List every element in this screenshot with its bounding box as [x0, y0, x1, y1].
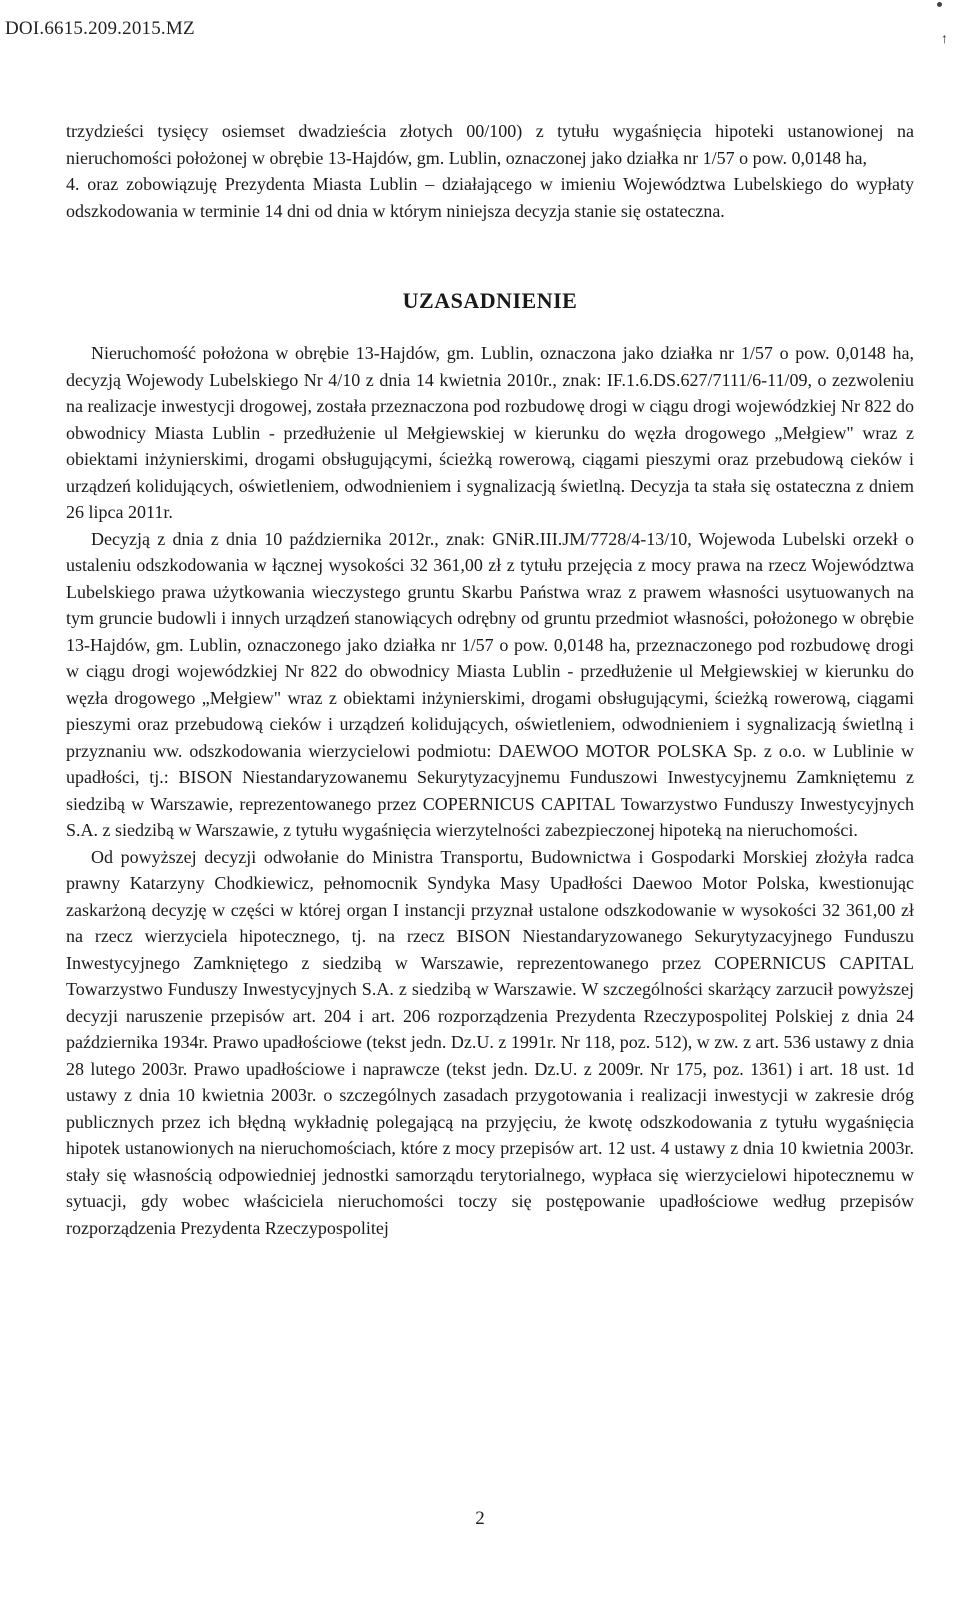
paragraph-justification-3: Od powyższej decyzji odwołanie do Ministra Transportu, Budownictwa i Gospodarki Morskiej złożyła radca prawny Katarzyny Chodkiewicz, pełnomocnik Syndyka Masy Upadłości Daewoo Motor Polska, kwestionując zaskarżoną decyzję w części w której organ I instancji przyznał ustalone odszkodowanie w wysokości 32 361,00 zł na rzecz wierzyciela hipotecznego, tj. na rzecz BISON Niestandaryzowanego Sekurytyzacyjnego Funduszu Inwestycyjnego Zamkniętego z siedzibą w Warszawie, reprezentowanego przez COPERNICUS CAPITAL Towarzystwo Funduszy Inwestycyjnych S.A. z siedzibą w Warszawie. W szczególności skarżący zarzucił powyższej decyzji naruszenie przepisów art. 204 i art. 206 rozporządzenia Prezydenta Rzeczypospolitej Polskiej z dnia 24 października 1934r. Prawo upadłościowe (tekst jedn. Dz.U. z 1991r. Nr 118, poz. 512), w zw. z art. 536 ustawy z dnia 28 lutego 2003r. Prawo upadłościowe i naprawcze (tekst jedn. Dz.U. z 2009r. Nr 175, poz. 1361) i art. 18 ust. 1d ustawy z dnia 10 kwietnia 2003r. o szczególnych zasadach przygotowania i realizacji inwestycji w zakresie dróg publicznych przez ich błędną wykładnię polegającą na przyjęciu, że kwotę odszkodowania z tytułu wygaśnięcia hipotek ustanowionych na nieruchomościach, które z mocy przepisów art. 12 ust. 4 ustawy z dnia 10 kwietnia 2003r. stały się własnością odpowiedniej jednostki samorządu terytorialnego, wypłaca się wierzycielowi hipotecznemu w sytuacji, gdy wobec właściciela nieruchomości toczy się postępowanie upadłościowe według przepisów rozporządzenia Prezydenta Rzeczypospolitej: [66, 846, 914, 1238]
paragraph-justification-1: Nieruchomość położona w obrębie 13-Hajdów, gm. Lublin, oznaczona jako działka nr 1/57 o pow. 0,0148 ha, decyzją Wojewody Lubelskiego Nr 4/10 z dnia 14 kwietnia 2010r., znak: IF.1.6.DS.627/7111/6-11/09, o zezwoleniu na realizacje inwestycji drogowej, została przeznaczona pod rozbudowę drogi w ciągu drogi wojewódzkiej Nr 822 do obwodnicy Miasta Lublin - przedłużenie ul Mełgiewskiej w kierunku do węzła drogowego „Mełgiew" wraz z obiektami inżynierskimi, drogami obsługującymi, ścieżką rowerową, ciągami pieszymi oraz przebudową cieków i urządzeń kolidujących, oświetleniem, odwodnieniem i sygnalizacją świetlną. Decyzja ta stała się ostateczna z dniem 26 lipca 2011r.: [66, 343, 914, 522]
section-heading: UZASADNIENIE: [402, 288, 578, 313]
scan-speck: [937, 2, 942, 7]
paragraph-justification-2: Decyzją z dnia z dnia 10 października 2012r., znak: GNiR.III.JM/7728/4-13/10, Wojewoda Lubelski orzekł o ustaleniu odszkodowania w łącznej wysokości 32 361,00 zł z tytułu przejęcia z mocy prawa na rzecz Województwa Lubelskiego prawa użytkowania wieczystego gruntu Skarbu Państwa wraz z prawem własności usytuowanych na tym gruncie budowli i innych urządzeń stanowiących odrębny od gruntu przedmiot własności, położonego w obrębie 13-Hajdów, gm. Lublin, oznaczonego jako działka nr 1/57 o pow. 0,0148 ha, przeznaczonego pod rozbudowę drogi w ciągu drogi wojewódzkiej Nr 822 do obwodnicy Miasta Lublin - przedłużenie ul Mełgiewskiej w kierunku do węzła drogowego „Mełgiew" wraz z obiektami inżynierskimi, drogami obsługującymi, ścieżką rowerową, ciągami pieszymi oraz przebudową cieków i urządzeń kolidujących, oświetleniem, odwodnieniem i sygnalizacją świetlną i przyznaniu ww. odszkodowania wierzycielowi podmiotu: DAEWOO MOTOR POLSKA Sp. z o.o. w Lublinie w upadłości, tj.: BISON Niestandaryzowanemu Sekurytyzacyjnemu Funduszowi Inwestycyjnemu Zamkniętemu z siedzibą w Warszawie, reprezentowanego przez COPERNICUS CAPITAL Towarzystwo Funduszy Inwestycyjnych S.A. z siedzibą w Warszawie, z tytułu wygaśnięcia wierzytelności zabezpieczonej hipoteką na nieruchomości.: [66, 528, 914, 840]
document-body: [66, 118, 914, 1241]
paragraph-intro: trzydzieści tysięcy osiemset dwadzieścia złotych 00/100) z tytułu wygaśnięcia hipoteki ustanowionej na nieruchomości położonej w obrębie 13-Hajdów, gm. Lublin, oznaczonej jako działka nr 1/57 o pow. 0,0148 ha,: [66, 121, 914, 168]
document-reference-number: DOI.6615.209.2015.MZ: [5, 18, 195, 39]
corner-mark: ↑: [941, 32, 948, 47]
page-number: 2: [475, 1508, 485, 1529]
paragraph-item-4: 4. oraz zobowiązuję Prezydenta Miasta Lublin – działającego w imieniu Województwa Lubelskiego do wypłaty odszkodowania w terminie 14 dni od dnia w którym niniejsza decyzja stanie się ostateczna.: [66, 174, 914, 221]
